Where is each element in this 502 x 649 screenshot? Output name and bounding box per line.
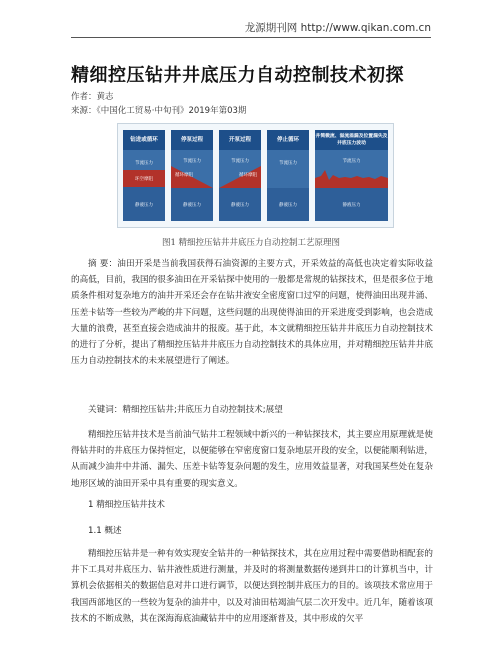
panel-label: 静液压力 — [342, 203, 361, 208]
article-title: 精细控压钻井井底压力自动控制技术初探 — [71, 65, 404, 86]
panel-label: 静液压力 — [279, 203, 297, 208]
site-header: 龙源期刊网 http://www.qikan.com.cn — [244, 22, 431, 34]
figure-caption: 图1 精细控压钻井井底压力自动控制工艺原理图 — [161, 238, 341, 248]
header-rule — [71, 37, 431, 38]
diagram-panel-drilling — [123, 130, 165, 221]
panel-label: 节流压力 — [183, 159, 201, 164]
panel-label: 静液压力 — [231, 203, 249, 208]
pressure-fluctuation-shape — [315, 166, 388, 188]
panel-header: 开泵过程 — [219, 130, 261, 150]
panel-label: 节流压力 — [342, 159, 361, 164]
article-author: 作者：黄志 — [71, 92, 114, 102]
panel-label: 节流压力 — [231, 159, 249, 164]
panel-label: 静液压力 — [135, 203, 153, 208]
panel-label: 节流压力 — [135, 161, 153, 166]
body-paragraph: 精细控压钻井是一种有效实现安全钻井的一种钻探技术，其在应用过程中需要借助相配套的井下工具对井底压力、钻井液性质进行测量，并及时的将测量数据传递到井口的计算机当中，计算机会依据相关的数据信息对井口进行调节，以便达到控制井底压力的目的。该项技术常应用于我国西部地区的一些较为复杂的油井中，以及对油田枯竭油气层二次开发中。近几年，随着该项技术的不断成熟，其在深海海底油藏钻井中的应用逐渐普及，其中形成的欠平 — [71, 549, 433, 624]
subsection-heading: 1.1 概述 — [88, 526, 122, 536]
process-diagram — [117, 123, 394, 228]
panel-header: 停泵过程 — [171, 130, 213, 150]
keywords-line: 关键词：精细控压钻井;井底压力自动控制技术;展望 — [88, 405, 283, 415]
panel-header: 钻进或循环 — [123, 130, 165, 150]
panel-header: 井筒微流、溢流溢漏及位置漏失及井底压力波动 — [315, 130, 388, 150]
intro-paragraph: 精细控压钻井技术是当前油气钻井工程领域中新兴的一种钻探技术，其主要应用原理就是使得钻井时的井底压力保持恒定，以便能够在窄密度窗口复杂地层开段的安全，以便能顺利钻进，从而减少油井中井涌、漏失、压差卡钻等复杂问题的发生，应用效益显著，对我国某些处在复杂地形区域的油田开采中具有重要的现实意义。 — [71, 430, 433, 489]
panel-label: 环空摩阻 — [135, 177, 153, 182]
diagram-panel-circulation-stop — [267, 130, 309, 221]
abstract-paragraph: 摘 要：油田开采是当前我国获得石油资源的主要方式，开采效益的高低也决定着实际收益的高低，目前，我国的很多油田在开采钻探中使用的一般都是常规的钻探技术，但是很多位于地质条件相对复杂地方的油井开采还会存在钻井液安全密度窗口过窄的问题，使得油田出现井涌、压差卡钻等一些较为严峻的井下问题，这些问题的出现使得油田的开采进度受到影响，也会造成大量的浪费，甚至直接会造成油井的报废。基于此，本文就精细控压钻井井底压力自动控制技术的进行了分析，提出了精细控压钻井井底压力自动控制技术的具体应用，并对精细控压钻井井底压力自动控制技术的未来展望进行了阐述。 — [71, 259, 433, 367]
panel-header: 停止循环 — [267, 130, 309, 150]
diagram-panel-pump-stop — [171, 130, 213, 221]
section-heading: 1 精细控压钻井技术 — [88, 500, 165, 510]
diagram-panel-fluctuation — [315, 130, 388, 221]
panel-label: 节流压力 — [279, 161, 297, 166]
panel-label: 循环摩阻 — [239, 173, 257, 178]
article-source: 来源：《中国化工贸易·中旬刊》2019年第03期 — [71, 106, 247, 116]
diagram-panel-pump-start — [219, 130, 261, 221]
panel-label: 静液压力 — [183, 203, 201, 208]
panel-label: 循环摩阻 — [175, 173, 193, 178]
